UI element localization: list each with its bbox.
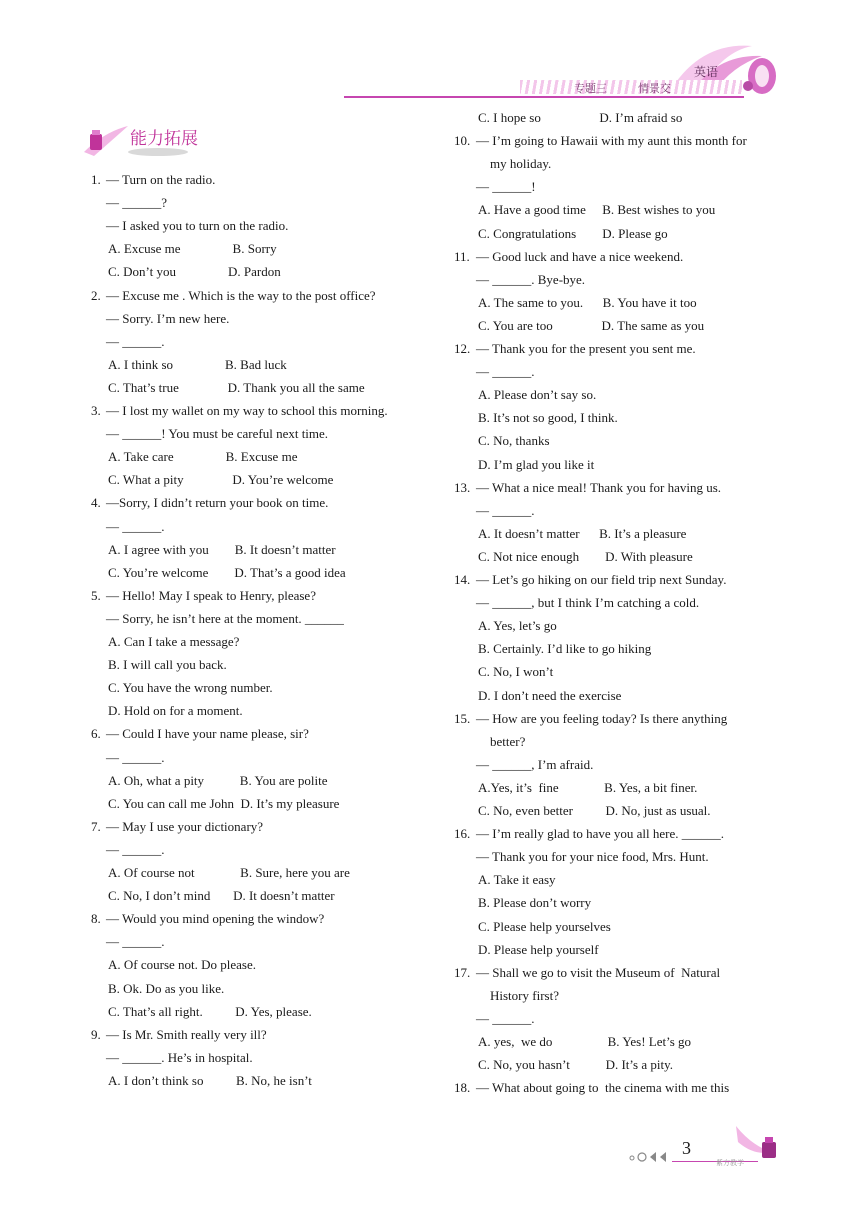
question-line: D. I don’t need the exercise [478,687,622,703]
question-line: — What a nice meal! Thank you for having us. [476,479,722,495]
topic-label: 专题三 [574,83,607,95]
question-line: B. I will call you back. [108,657,227,673]
header-flower-ornament [662,40,784,104]
question-line: — ______? [106,195,168,211]
question-line: — Would you mind opening the window? [106,911,325,927]
topic-label-2: 情景交 [638,83,671,95]
question-line: C. You have the wrong number. [108,680,273,696]
question-number: 18. [454,1080,471,1096]
question-line: — Sorry, he isn’t here at the moment. ______ [106,610,344,626]
question-line: — Could I have your name please, sir? [106,726,309,742]
question-line: — Is Mr. Smith really very ill? [106,1026,267,1042]
question-line: A. I think so B. Bad luck [108,356,287,372]
question-number: 17. [454,964,471,980]
question-line: C. No, thanks [478,433,550,449]
question-line: my holiday. [490,156,552,172]
question-number: 7. [91,818,101,834]
question-line: A. Take it easy [478,872,556,888]
question-line: A.Yes, it’s fine B. Yes, a bit finer. [478,779,698,795]
header-stripe-bar [520,80,742,94]
question-line: C. No, I don’t mind D. It doesn’t matter [108,888,335,904]
question-line: A. The same to you. B. You have it too [478,294,697,310]
question-line: — ______. Bye-bye. [476,271,586,287]
question-line: C. Please help yourselves [478,918,611,934]
question-number: 9. [91,1026,101,1042]
question-line: C. No, you hasn’t D. It’s a pity. [478,1057,673,1073]
question-line: A. yes, we do B. Yes! Let’s go [478,1034,692,1049]
question-line: B. Certainly. I’d like to go hiking [478,641,652,657]
question-number: 8. [91,911,101,927]
question-line: — ______. [106,518,165,534]
question-line: — ______. [476,364,535,380]
question-line: B. Ok. Do as you like. [108,980,225,996]
section-title [84,122,198,164]
question-line: D. I’m glad you like it [478,456,595,472]
question-line: A. Take care B. Excuse me [108,449,298,465]
question-number: 1. [91,172,101,187]
question-number: 16. [454,826,471,842]
question-line: C. You can call me John D. It’s my pleasure [108,795,340,811]
page-number: 3 [682,1138,691,1158]
question-line: — I’m going to Hawaii with my aunt this month for [476,133,747,149]
publisher-mark: 紫方教学 [716,1159,744,1167]
question-line: C. That’s all right. D. Yes, please. [108,1003,312,1019]
question-line: A. It doesn’t matter B. It’s a pleasure [478,525,687,541]
question-line: History first? [490,987,559,1003]
question-line: B. It’s not so good, I think. [478,410,618,426]
question-line: C. I hope so D. I’m afraid so [478,110,683,125]
question-line: — ______. [106,934,165,950]
question-line: C. What a pity D. You’re welcome [108,472,334,488]
subject-label: 英语 [694,65,719,79]
question-line: C. You’re welcome D. That’s a good idea [108,564,346,580]
question-line: A. Can I take a message? [108,634,240,649]
question-line: A. Oh, what a pity B. You are polite [108,772,328,788]
question-line: — ______! You must be careful next time. [106,426,329,442]
question-line: A. Of course not B. Sure, here you are [108,865,350,880]
question-line: C. Don’t you D. Pardon [108,264,281,280]
question-line: A. I don’t think so B. No, he isn’t [108,1072,312,1088]
question-line: C. You are too D. The same as you [478,317,705,333]
question-line: — Good luck and have a nice weekend. [476,248,684,264]
question-line: — Sorry. I’m new here. [106,310,230,326]
question-line: A. Have a good time B. Best wishes to you [478,202,716,218]
question-line: — ______! [476,179,536,195]
question-line: — ______, I’m afraid. [476,756,594,772]
question-line: — How are you feeling today? Is there anything [476,710,728,726]
footer-arrows-icon [628,1150,670,1168]
question-number: 14. [454,572,471,587]
question-line: — What about going to the cinema with me this [476,1080,730,1096]
question-line: — I lost my wallet on my way to school this morning. [106,403,388,418]
question-line: — I’m really glad to have you all here. ______. [476,826,725,842]
question-line: — Shall we go to visit the Museum of Natural [476,964,721,980]
question-line: D. Hold on for a moment. [108,703,243,719]
question-number: 2. [91,287,101,303]
question-line: — Thank you for your nice food, Mrs. Hunt. [476,849,709,865]
question-line: A. Yes, let’s go [478,618,557,634]
question-number: 13. [454,479,471,495]
question-line: —Sorry, I didn’t return your book on time. [106,495,329,511]
question-line: C. Not nice enough D. With pleasure [478,548,693,564]
question-line: B. Please don’t worry [478,895,592,911]
question-line: — Hello! May I speak to Henry, please? [106,587,316,603]
question-line: A. Please don’t say so. [478,387,597,403]
question-number: 3. [91,403,101,418]
question-number: 5. [91,587,101,603]
question-number: 11. [454,248,470,264]
question-line: — ______. [476,502,535,518]
question-line: C. No, even better D. No, just as usual. [478,803,711,818]
question-line: better? [490,733,526,749]
question-line: — Thank you for the present you sent me. [476,341,696,356]
question-line: C. Congratulations D. Please go [478,225,668,241]
question-line: — Turn on the radio. [106,172,216,187]
question-line: — ______. [476,1010,535,1026]
question-number: 6. [91,726,101,742]
question-number: 4. [91,495,101,511]
question-number: 12. [454,341,471,356]
question-line: — Excuse me . Which is the way to the post office? [106,287,376,303]
question-line: — ______. [106,333,165,349]
question-line: — Let’s go hiking on our field trip next Sunday. [476,572,727,587]
section-title-text: 能力拓展 [130,129,198,149]
question-line: A. Excuse me B. Sorry [108,241,277,257]
question-line: — ______. [106,841,165,857]
question-line: — ______, but I think I’m catching a cold. [476,595,700,611]
question-line: A. I agree with you B. It doesn’t matter [108,541,336,557]
question-line: — ______. He’s in hospital. [106,1049,253,1065]
question-line: — I asked you to turn on the radio. [106,218,289,234]
question-line: — May I use your dictionary? [106,818,264,834]
footer-pencil-ornament [732,1122,788,1170]
question-line: D. Please help yourself [478,941,599,957]
question-line: C. No, I won’t [478,664,554,680]
question-number: 10. [454,133,471,149]
question-number: 15. [454,710,471,726]
question-line: C. That’s true D. Thank you all the same [108,379,365,395]
question-line: A. Of course not. Do please. [108,957,257,973]
header-rule [344,96,744,98]
question-line: — ______. [106,749,165,765]
